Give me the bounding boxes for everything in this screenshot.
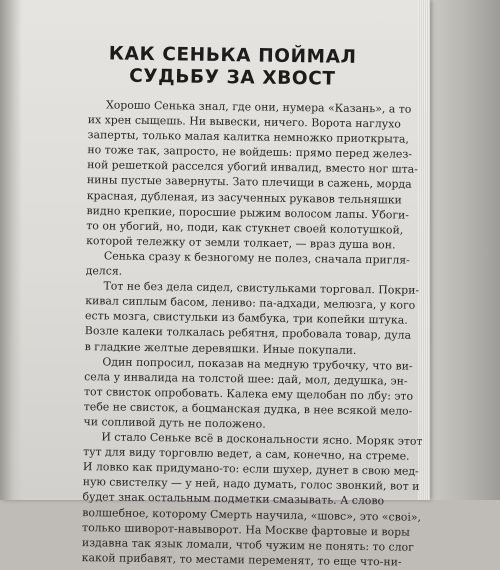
- text-line: ной решеткой расселся убогий инвалид, вместо ног шта-: [87, 158, 418, 177]
- text-line: делся.: [85, 264, 123, 278]
- text-line: которой тележку от земли толкает, — враз душа вон.: [86, 233, 396, 252]
- text-line: Хорошо Сенька знал, где они, нумера «Казань», а то: [105, 98, 412, 116]
- text-line: И ловко как придумано-то: если шухер, дунет в свою мед-: [82, 460, 419, 479]
- text-line: тот свисток опробовать. Калека ему щелобан по лбу: это: [83, 384, 414, 403]
- text-line: есть мозга, свистульки из бамбука, три копейки штука.: [84, 309, 408, 327]
- text-line: ную свистелку — у ней, надо думать, голос звонкий, вот и: [82, 475, 420, 494]
- text-line: волшебное, которому Смерть научила, «шовс», это «своi»,: [82, 505, 422, 524]
- text-line: их хрен сыщешь. Ни вывески, ничего. Ворота наглухо: [87, 113, 401, 131]
- text-line: в гладкие желтые деревяшки. Иные покупали.: [84, 339, 357, 357]
- text-line: Тот не без дела сидел, свистульками торговал. Покри-: [103, 279, 420, 297]
- text-line: только шиворот-навыворот. На Москве фартовые и воры: [82, 520, 410, 539]
- text-line: кивал сиплым басом, лениво: па-адхади, мелюзга, у кого: [85, 294, 416, 312]
- chapter-title-line-1: КАК СЕНЬКА ПОЙМАЛ: [108, 43, 357, 68]
- text-line: тут для виду торговлю ведет, а сам, конечно, на стреме.: [83, 445, 410, 463]
- text-line: тебе не свисток, а боцманская дудка, в нее всякой мело-: [83, 399, 413, 418]
- text-line: красная, дубленая, из засученных рукавов тельняшки: [86, 188, 402, 207]
- text-line: Один попросил, показав на медную трубочку, что ви-: [102, 354, 413, 373]
- text-line: нины пустые завернуты. Зато плечищи в сажень, морда: [86, 173, 412, 192]
- text-line: издавна так язык ломали, чтоб чужим не понять: то слог: [81, 535, 414, 554]
- text-line: но тоже так, запросто, не войдешь: прямо перед желез-: [87, 143, 413, 161]
- text-line: И стало Сеньке всё в доскональности ясно. Моряк этот: [101, 430, 423, 448]
- text-line: Сенька сразу к безногому не полез, сначала пригля-: [103, 249, 410, 267]
- text-line: заперты, только малая калитка немножко приоткрыта,: [87, 128, 409, 146]
- text-line: села у инвалида на толстой шее: дай, мол, дедушка, эн-: [84, 369, 408, 388]
- text-line: чи сопливой дуть не положено.: [83, 415, 266, 431]
- text-line: будет знак остальным подметки смазывать. А слово: [82, 490, 385, 508]
- text-line: какой прибавят, то местами переменят, то еще что-ни-: [81, 550, 402, 569]
- text-line: то он убогий, но, поди, как стукнет своей колотушкой,: [86, 218, 404, 237]
- body-text: [81, 97, 423, 569]
- text-line: Возле калеки толкалась ребятня, пробовала товар, дула: [84, 324, 412, 343]
- chapter-title-line-2: СУДЬБУ ЗА ХВОСТ: [129, 65, 336, 90]
- text-line: видно крепкие, поросшие рыжим волосом лапы. Убоги-: [86, 203, 410, 222]
